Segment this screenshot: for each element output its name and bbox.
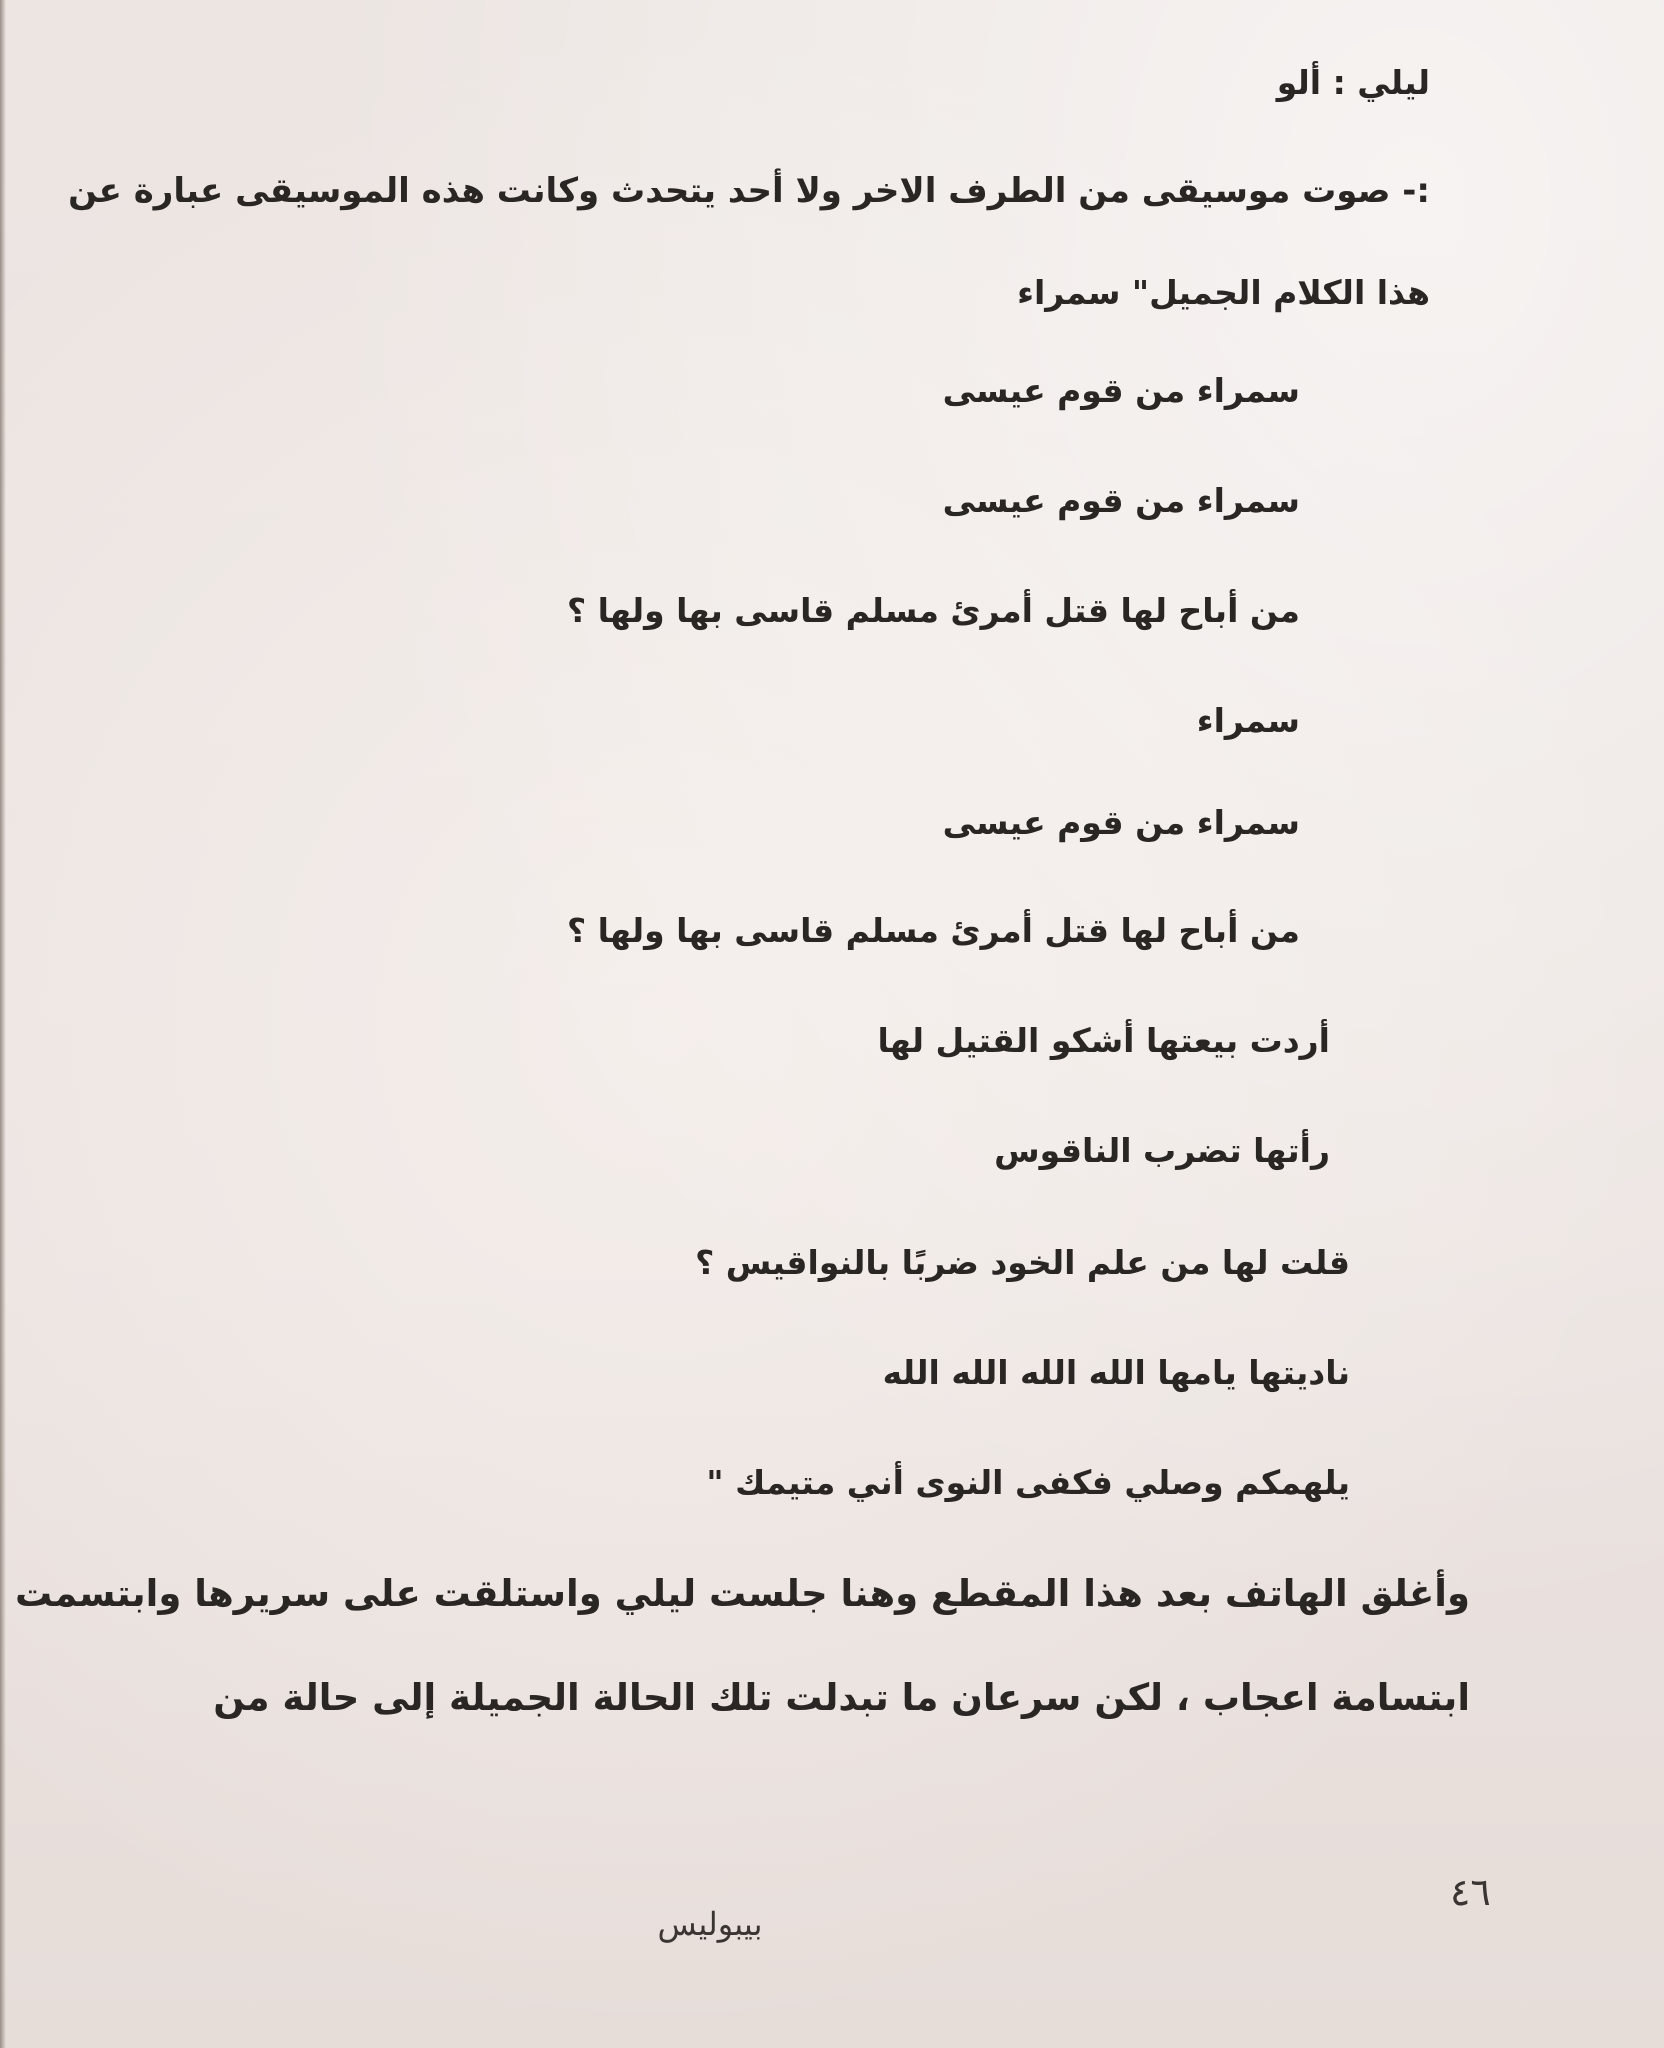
publisher-footer: بيبوليس bbox=[657, 1905, 763, 1943]
verse-line: ناديتها يامها الله الله الله الله bbox=[882, 1353, 1350, 1392]
verse-line: قلت لها من علم الخود ضربًا بالنواقيس ؟ bbox=[695, 1243, 1350, 1282]
dialogue-line: ليلي : ألو bbox=[1276, 63, 1430, 102]
page-number: ٤٦ bbox=[1450, 1870, 1491, 1914]
page-gutter-shadow bbox=[0, 0, 6, 2048]
verse-line: سمراء bbox=[1196, 701, 1300, 740]
verse-line: من أباح لها قتل أمرئ مسلم قاسى بها ولها ؟ bbox=[566, 911, 1300, 950]
verse-line: من أباح لها قتل أمرئ مسلم قاسى بها ولها ؟ bbox=[566, 591, 1300, 630]
narration-line: هذا الكلام الجميل" سمراء bbox=[1017, 273, 1430, 312]
verse-line: أردت بيعتها أشكو القتيل لها bbox=[877, 1021, 1330, 1060]
verse-line: سمراء من قوم عيسى bbox=[942, 481, 1300, 520]
verse-line: رأتها تضرب الناقوس bbox=[994, 1131, 1330, 1170]
paragraph-line: ابتسامة اعجاب ، لكن سرعان ما تبدلت تلك الحالة الجميلة إلى حالة من bbox=[213, 1676, 1470, 1719]
verse-line: سمراء من قوم عيسى bbox=[942, 371, 1300, 410]
narration-line: :- صوت موسيقى من الطرف الاخر ولا أحد يتحدث وكانت هذه الموسيقى عبارة عن bbox=[68, 171, 1430, 211]
paragraph-line: وأغلق الهاتف بعد هذا المقطع وهنا جلست ليلي واستلقت على سريرها وابتسمت bbox=[15, 1572, 1470, 1615]
verse-line: سمراء من قوم عيسى bbox=[942, 803, 1300, 842]
verse-line: يلهمكم وصلي فكفى النوى أني متيمك " bbox=[706, 1463, 1350, 1502]
